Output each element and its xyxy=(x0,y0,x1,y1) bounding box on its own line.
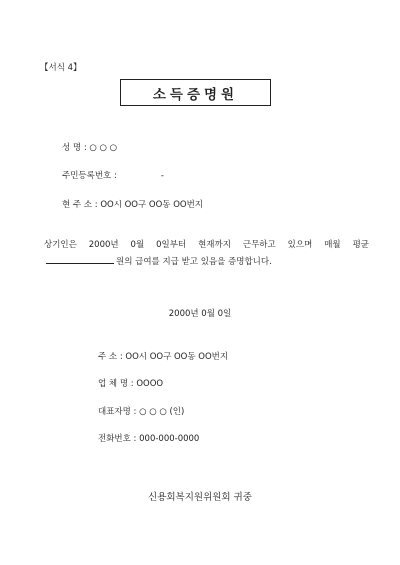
issuer-phone-row xyxy=(98,432,199,444)
issuer-rep-value: ○ ○ ○ (인) xyxy=(139,407,185,417)
document-title xyxy=(120,79,271,106)
applicant-address-label: 현 주 소 : xyxy=(62,200,101,210)
form-number-label: 【서식 4】 xyxy=(40,63,82,73)
issuer-rep-label: 대표자명 : xyxy=(98,407,140,417)
applicant-rrn-value: - xyxy=(160,171,164,181)
document-title-text: 소득증명원 xyxy=(152,86,239,103)
applicant-address-value: OO시 OO구 OO동 OO번지 xyxy=(100,200,203,210)
certification-statement xyxy=(44,237,369,271)
issuer-address-label: 주 소 : xyxy=(98,352,126,362)
salary-amount-blank xyxy=(46,255,114,264)
issuer-company-value: OOOO xyxy=(136,379,164,389)
applicant-name-row xyxy=(62,141,117,153)
applicant-address-row xyxy=(62,198,203,210)
issuer-phone-label: 전화번호 : xyxy=(98,434,140,444)
issuer-address-value: OO시 OO구 OO동 OO번지 xyxy=(125,352,229,362)
issuer-phone-value: 000-000-0000 xyxy=(139,434,200,444)
issuer-company-row xyxy=(98,377,163,389)
recipient-footer: 신용회복지원위원회 귀중 xyxy=(148,492,252,503)
statement-text-start: 상기인은 2000년 0월 0일부터 현재까지 근무하고 있으며 매월 평균 xyxy=(44,240,369,250)
applicant-rrn-label: 주민등록번호 : xyxy=(62,171,117,181)
issuer-company-label: 업 체 명 : xyxy=(98,379,137,389)
statement-text-end: 원의 급여를 지급 받고 있음을 증명합니다. xyxy=(116,257,272,267)
issuer-address-row xyxy=(98,350,228,362)
issue-date: 2000년 0월 0일 xyxy=(168,309,232,319)
issuer-representative-row xyxy=(98,405,184,417)
applicant-name-value: ○ ○ ○ xyxy=(89,143,118,153)
applicant-rrn-row xyxy=(62,169,164,181)
applicant-name-label: 성 명 : xyxy=(62,143,90,153)
